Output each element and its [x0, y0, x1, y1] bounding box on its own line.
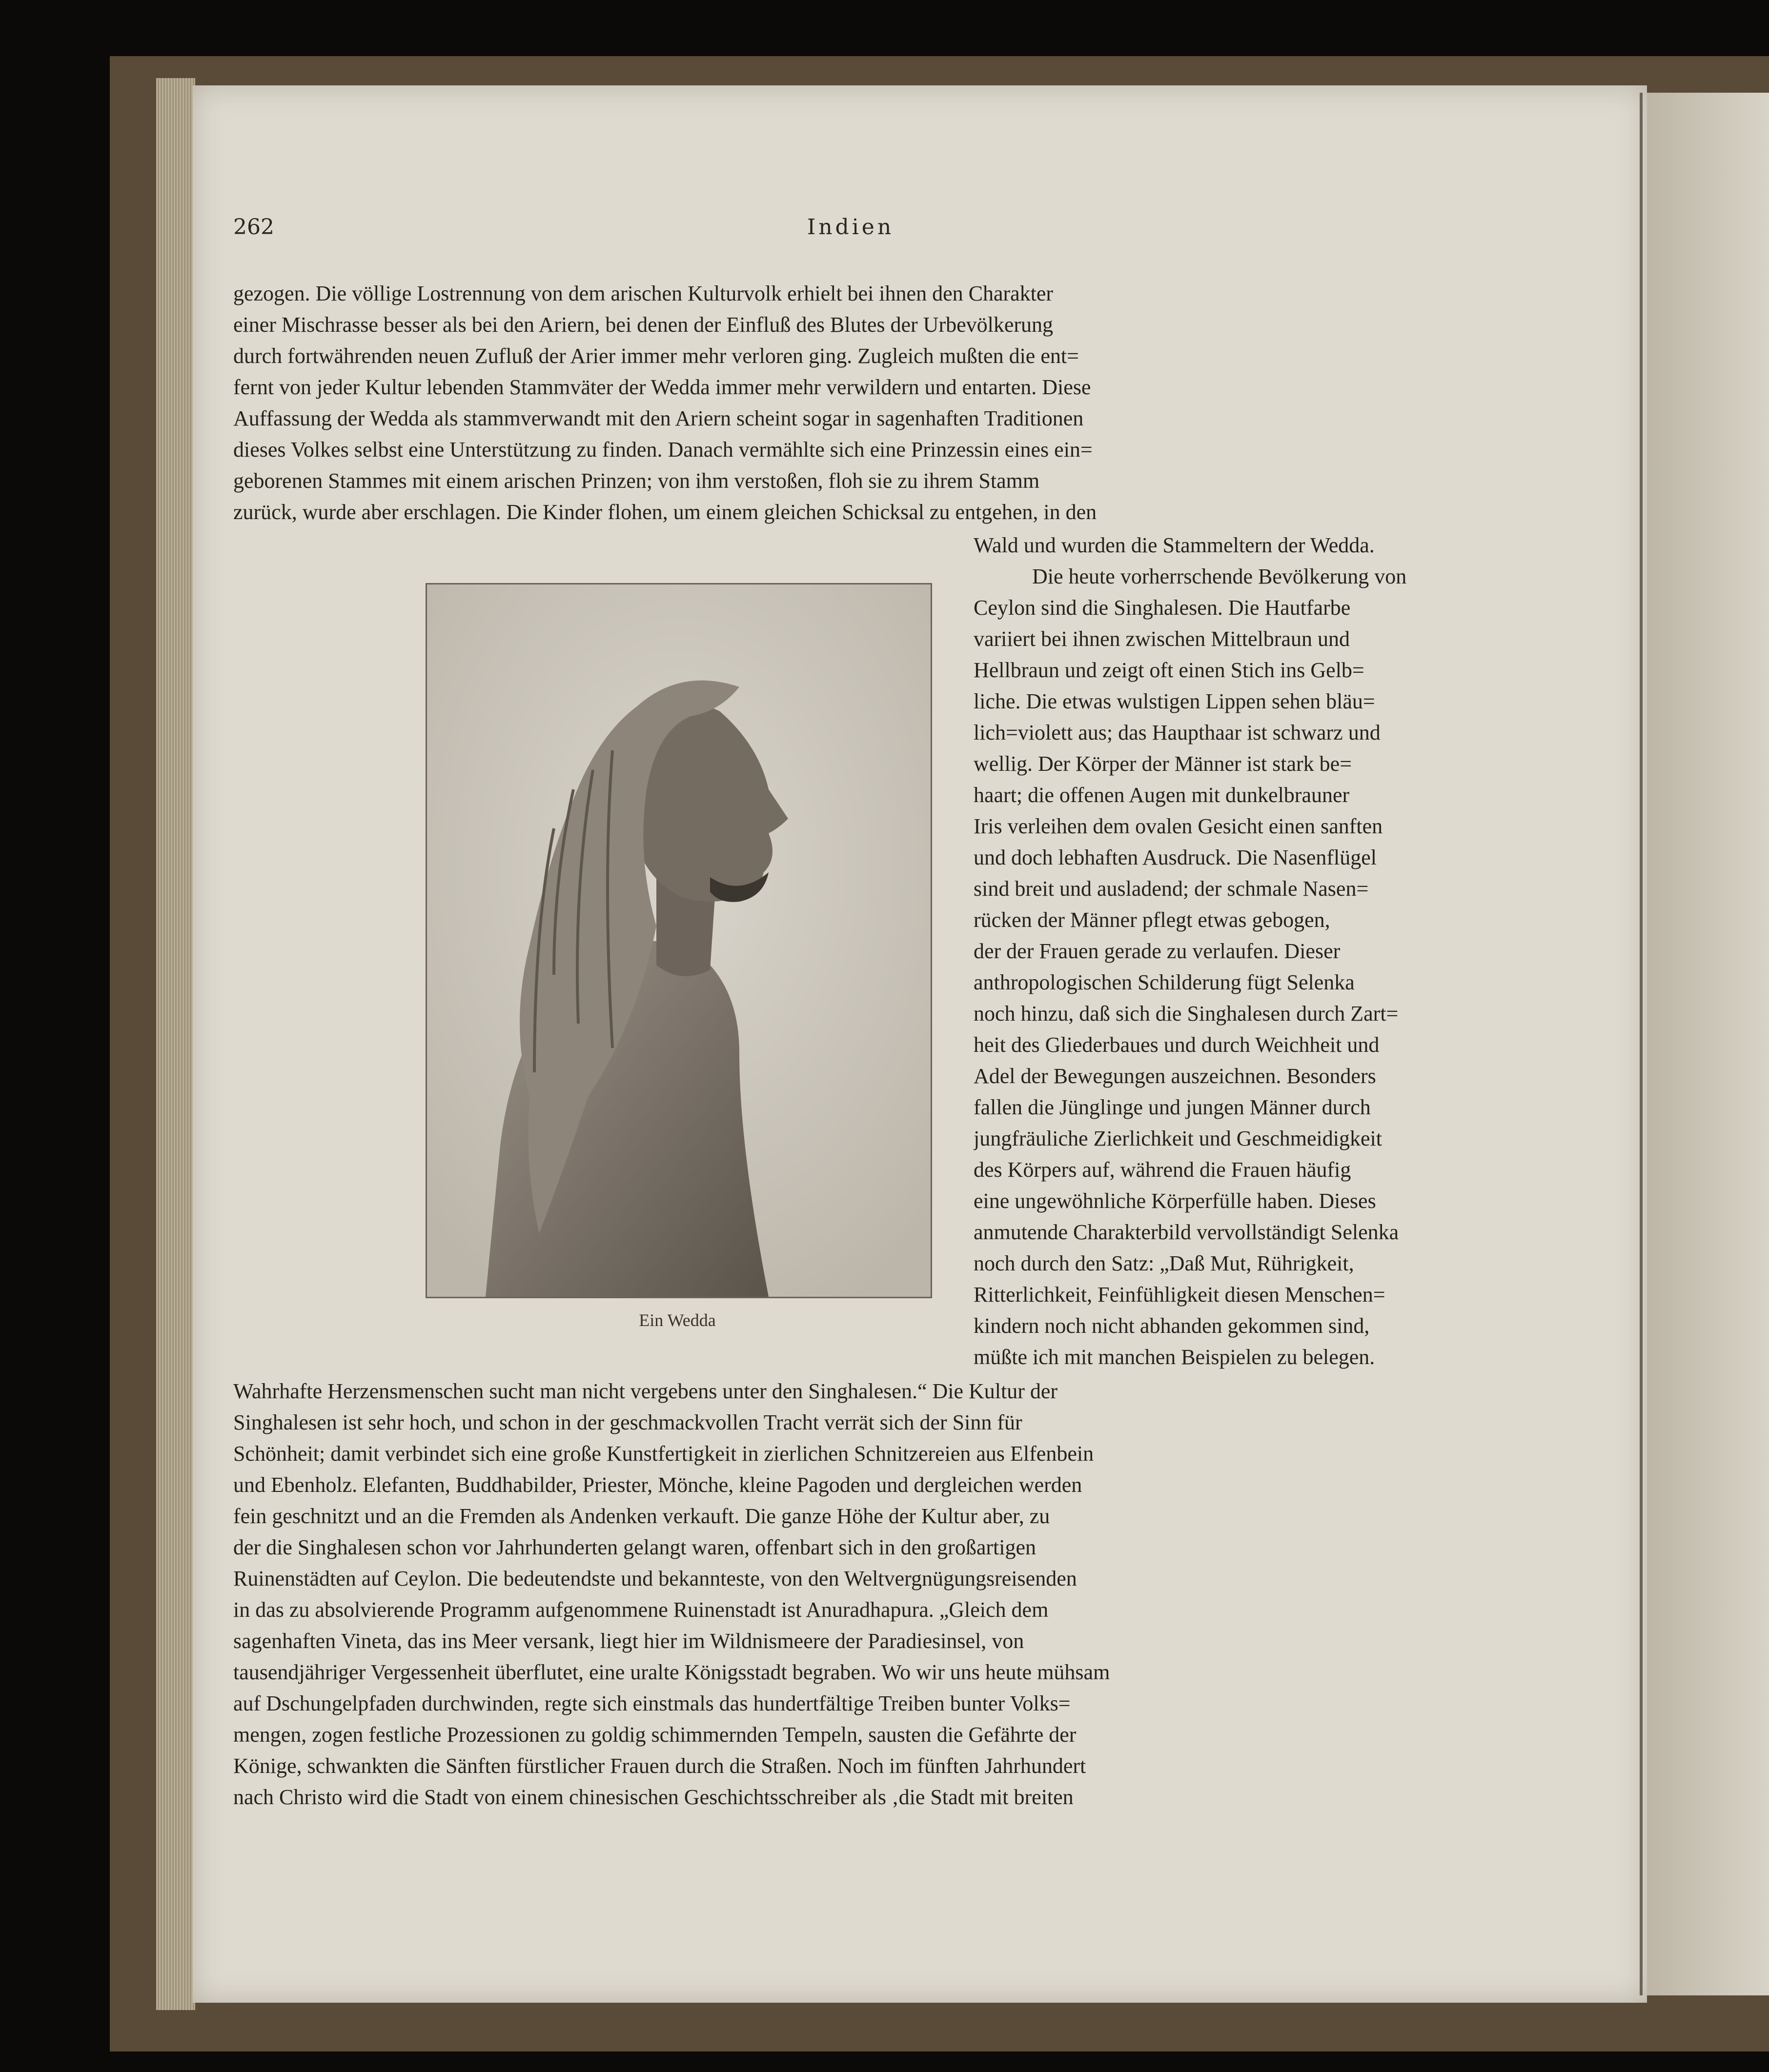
text-line: wellig. Der Körper der Männer ist stark be=: [974, 752, 1352, 776]
text-line: anthropologischen Schilderung fügt Selenka: [974, 970, 1355, 994]
text-line: Wald und wurden die Stammeltern der Wedda.: [974, 533, 1375, 557]
text-line: eine ungewöhnliche Körperfülle haben. Dieses: [974, 1189, 1376, 1213]
text-line: einer Mischrasse besser als bei den Ariern, bei denen der Einfluß des Blutes der Urbevölkerung: [233, 313, 1054, 337]
running-title: Indien: [807, 215, 895, 240]
text-line: Ritterlichkeit, Feinfühligkeit diesen Menschen=: [974, 1283, 1385, 1307]
facing-page-edge: [1647, 93, 1769, 1995]
text-line: zurück, wurde aber erschlagen. Die Kinder flohen, um einem gleichen Schicksal zu entgehen, in den: [233, 500, 1097, 524]
text-line: mengen, zogen festliche Prozessionen zu goldig schimmernden Tempeln, sausten die Gefährte der: [233, 1723, 1077, 1747]
text-line: dieses Volkes selbst eine Unterstützung zu finden. Danach vermählte sich eine Prinzessin eines ein=: [233, 438, 1093, 462]
text-line: fallen die Jünglinge und jungen Männer durch: [974, 1095, 1371, 1119]
text-line: fernt von jeder Kultur lebenden Stammväter der Wedda immer mehr verwildern und entarten. Diese: [233, 375, 1091, 399]
page-edges: [156, 78, 195, 2010]
text-line: des Körpers auf, während die Frauen häufig: [974, 1158, 1351, 1182]
text-line: und Ebenholz. Elefanten, Buddhabilder, Priester, Mönche, kleine Pagoden und dergleichen werden: [233, 1473, 1082, 1497]
figure-caption: Ein Wedda: [639, 1310, 716, 1330]
text-line: kindern noch nicht abhanden gekommen sind,: [974, 1314, 1370, 1338]
paragraph-end-line: [974, 530, 1468, 561]
text-line: Ceylon sind die Singhalesen. Die Hautfarbe: [974, 596, 1351, 620]
text-line: Singhalesen ist sehr hoch, und schon in der geschmackvollen Tracht verrät sich der Sinn für: [233, 1410, 1022, 1434]
text-line: sind breit und ausladend; der schmale Nasen=: [974, 877, 1369, 901]
text-line: Iris verleihen dem ovalen Gesicht einen sanften: [974, 814, 1383, 838]
text-line: variiert bei ihnen zwischen Mittelbraun und: [974, 627, 1350, 651]
text-line: anmutende Charakterbild vervollständigt Selenka: [974, 1220, 1399, 1244]
text-line: der die Singhalesen schon vor Jahrhunderten gelangt waren, offenbart sich in den großartigen: [233, 1535, 1036, 1559]
text-line: Könige, schwankten die Sänften fürstlicher Frauen durch die Straßen. Noch im fünften Jahrhundert: [233, 1754, 1086, 1778]
top-paragraph: [233, 278, 1468, 528]
text-line: noch durch den Satz: „Daß Mut, Rührigkeit,: [974, 1251, 1354, 1275]
text-line: Wahrhafte Herzensmenschen sucht man nicht vergebens unter den Singhalesen.“ Die Kultur der: [233, 1379, 1058, 1403]
right-column: [974, 561, 1468, 1373]
text-line: sagenhaften Vineta, das ins Meer versank, liegt hier im Wildnismeere der Paradiesinsel, von: [233, 1629, 1024, 1653]
text-line: liche. Die etwas wulstigen Lippen sehen bläu=: [974, 689, 1375, 713]
text-line: geborenen Stammes mit einem arischen Prinzen; von ihm verstoßen, floh sie zu ihrem Stamm: [233, 469, 1040, 493]
text-line: in das zu absolvierende Programm aufgenommene Ruinenstadt ist Anuradhapura. „Gleich dem: [233, 1598, 1049, 1622]
text-line: fein geschnitzt und an die Fremden als Andenken verkauft. Die ganze Höhe der Kultur aber, zu: [233, 1504, 1050, 1528]
text-line: Schönheit; damit verbindet sich eine große Kunstfertigkeit in zierlichen Schnitzereien aus Elfenbein: [233, 1442, 1094, 1466]
text-line: nach Christo wird die Stadt von einem chinesischen Geschichtsschreiber als ‚die Stadt mit breiten: [233, 1785, 1074, 1809]
text-line: müßte ich mit manchen Beispielen zu belegen.: [974, 1345, 1375, 1369]
bottom-paragraph: [233, 1376, 1468, 1813]
text-line: noch hinzu, daß sich die Singhalesen durch Zart=: [974, 1002, 1399, 1026]
text-line: der der Frauen gerade zu verlaufen. Dieser: [974, 939, 1341, 963]
text-line: durch fortwährenden neuen Zufluß der Arier immer mehr verloren ging. Zugleich mußten die ent=: [233, 344, 1079, 368]
text-line: jungfräuliche Zierlichkeit und Geschmeidigkeit: [974, 1127, 1382, 1150]
text-line: Ruinenstädten auf Ceylon. Die bedeutendste und bekannteste, von den Weltvergnügungsreisenden: [233, 1567, 1077, 1590]
portrait-photo: [426, 583, 932, 1298]
text-line: haart; die offenen Augen mit dunkelbrauner: [974, 783, 1350, 807]
page-header: [233, 215, 1468, 249]
text-line: rücken der Männer pflegt etwas gebogen,: [974, 908, 1330, 932]
text-line: und doch lebhaften Ausdruck. Die Nasenflügel: [974, 845, 1377, 869]
text-line: Auffassung der Wedda als stammverwandt mit den Ariern scheint sogar in sagenhaften Traditionen: [233, 406, 1084, 430]
text-line: heit des Gliederbaues und durch Weichheit und: [974, 1033, 1380, 1057]
page-number: 262: [233, 215, 274, 240]
text-line: tausendjähriger Vergessenheit überflutet, eine uralte Königsstadt begraben. Wo wir uns heute mühsam: [233, 1660, 1110, 1684]
text-line: Adel der Bewegungen auszeichnen. Besonders: [974, 1064, 1376, 1088]
text-line: lich=violett aus; das Haupthaar ist schwarz und: [974, 721, 1381, 744]
text-line: gezogen. Die völlige Lostrennung von dem arischen Kulturvolk erhielt bei ihnen den Charakter: [233, 282, 1054, 305]
text-line: auf Dschungelpfaden durchwinden, regte sich einstmals das hundertfältige Treiben bunter Volks=: [233, 1691, 1071, 1715]
wedda-portrait-illustration: [427, 584, 931, 1297]
text-line: Die heute vorherrschende Bevölkerung von: [1032, 564, 1407, 588]
gutter: [1640, 93, 1643, 1995]
text-line: Hellbraun und zeigt oft einen Stich ins Gelb=: [974, 658, 1364, 682]
